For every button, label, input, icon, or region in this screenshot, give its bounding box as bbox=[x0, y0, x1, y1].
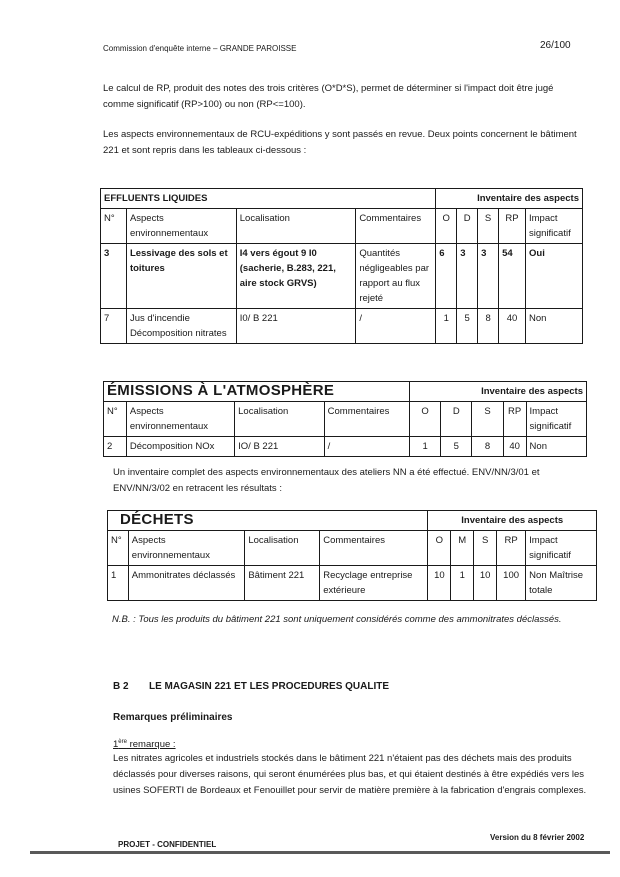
remark-sup: ère bbox=[118, 739, 127, 745]
emissions-table bbox=[103, 381, 587, 457]
table-row bbox=[101, 244, 583, 309]
cell-rp: 40 bbox=[503, 437, 526, 457]
col-header-s: S bbox=[472, 402, 503, 437]
cell-commentaires: Quantités négligeables par rapport au flux rejeté bbox=[356, 244, 436, 309]
col-header-rp: RP bbox=[499, 209, 526, 244]
cell-localisation: Bâtiment 221 bbox=[245, 566, 320, 601]
inventory-paragraph: Un inventaire complet des aspects environnementaux des ateliers NN a été effectué. ENV/NN/3/01 et ENV/NN/3/02 en retracent les résultats : bbox=[113, 467, 540, 494]
col-header-aspects: Aspects environnementaux bbox=[126, 209, 236, 244]
section-title: LE MAGASIN 221 ET LES PROCEDURES QUALITE bbox=[149, 681, 390, 692]
cell-commentaires: / bbox=[324, 437, 409, 457]
col-header-d: D bbox=[441, 402, 472, 437]
table-row bbox=[101, 309, 583, 344]
col-header-impact: Impact significatif bbox=[526, 209, 583, 244]
remark-label-text: remarque : bbox=[126, 739, 176, 751]
cell-o: 10 bbox=[428, 566, 451, 601]
cell-aspect: Lessivage des sols et toitures bbox=[126, 244, 236, 309]
cell-localisation: I4 vers égout 9 I0 (sacherie, B.283, 221, aire stock GRVS) bbox=[236, 244, 356, 309]
cell-s: 8 bbox=[478, 309, 499, 344]
col-header-aspects: Aspects environnementaux bbox=[126, 402, 234, 437]
cell-commentaires: / bbox=[356, 309, 436, 344]
intro-paragraph-rp: Le calcul de RP, produit des notes des trois critères (O*D*S), permet de déterminer si l'impact doit être jugé comme significatif (RP>100) ou non (RP<=100). bbox=[103, 83, 554, 110]
footer-version: Version du 8 février 2002 bbox=[490, 833, 585, 842]
cell-localisation: IO/ B 221 bbox=[235, 437, 325, 457]
cell-d: 5 bbox=[457, 309, 478, 344]
header-commission: Commission d'enquête interne – GRANDE PAROISSE bbox=[103, 44, 297, 53]
emissions-title: ÉMISSIONS À L'ATMOSPHÈRE bbox=[104, 382, 410, 402]
cell-impact: Oui bbox=[526, 244, 583, 309]
col-header-rp: RP bbox=[497, 531, 526, 566]
nb-note: N.B. : Tous les produits du bâtiment 221 sont uniquement considérés comme des ammonitrates déclassés. bbox=[112, 614, 562, 625]
cell-n: 2 bbox=[104, 437, 127, 457]
cell-s: 8 bbox=[472, 437, 503, 457]
cell-d: 5 bbox=[441, 437, 472, 457]
table-row bbox=[104, 437, 587, 457]
cell-aspect: Ammonitrates déclassés bbox=[128, 566, 245, 601]
intro-paragraph-aspects: Les aspects environnementaux de RCU-expéditions y sont passés en revue. Deux points concernent le bâtiment 221 et sont repris dans les tableaux ci-dessous : bbox=[103, 129, 577, 156]
cell-o: 6 bbox=[436, 244, 457, 309]
col-header-o: O bbox=[410, 402, 441, 437]
col-header-n: N° bbox=[104, 402, 127, 437]
cell-commentaires: Recyclage entreprise extérieure bbox=[320, 566, 428, 601]
col-header-commentaires: Commentaires bbox=[356, 209, 436, 244]
cell-o: 1 bbox=[436, 309, 457, 344]
col-header-s: S bbox=[478, 209, 499, 244]
col-header-d: D bbox=[457, 209, 478, 244]
cell-d: 3 bbox=[457, 244, 478, 309]
remark-label bbox=[113, 739, 176, 750]
col-header-impact: Impact significatif bbox=[526, 531, 597, 566]
col-header-commentaires: Commentaires bbox=[324, 402, 409, 437]
emissions-inventory-heading: Inventaire des aspects bbox=[410, 382, 587, 402]
cell-n: 3 bbox=[101, 244, 127, 309]
cell-localisation: I0/ B 221 bbox=[236, 309, 356, 344]
remark-paragraph: Les nitrates agricoles et industriels stockés dans le bâtiment 221 n'étaient pas des déchets mais des produits déclassés pour diverses raisons, qui seront énumérées plus bas, et qui étaient destinés à être expédiés vers les usines SOFERTI de Bordeaux et Fenouillet pour servir de matière première à la fabrication d'engrais complexes. bbox=[113, 753, 587, 796]
cell-s: 3 bbox=[478, 244, 499, 309]
col-header-localisation: Localisation bbox=[236, 209, 356, 244]
cell-n: 1 bbox=[108, 566, 129, 601]
effluents-title: EFFLUENTS LIQUIDES bbox=[101, 189, 436, 209]
page-number: 26/100 bbox=[540, 40, 571, 51]
cell-rp: 54 bbox=[499, 244, 526, 309]
cell-aspect: Jus d'incendie Décomposition nitrates bbox=[126, 309, 236, 344]
footer-confidential: PROJET - CONFIDENTIEL bbox=[118, 840, 217, 849]
dechets-title: DÉCHETS bbox=[108, 511, 428, 531]
effluents-table bbox=[100, 188, 583, 344]
dechets-inventory-heading: Inventaire des aspects bbox=[428, 511, 597, 531]
col-header-localisation: Localisation bbox=[235, 402, 325, 437]
section-number: B 2 bbox=[113, 681, 129, 692]
col-header-o: O bbox=[436, 209, 457, 244]
col-header-s: S bbox=[474, 531, 497, 566]
effluents-inventory-heading: Inventaire des aspects bbox=[436, 189, 583, 209]
col-header-m: M bbox=[451, 531, 474, 566]
col-header-aspects: Aspects environnementaux bbox=[128, 531, 245, 566]
remarks-title: Remarques préliminaires bbox=[113, 712, 233, 723]
cell-m: 1 bbox=[451, 566, 474, 601]
col-header-commentaires: Commentaires bbox=[320, 531, 428, 566]
cell-rp: 40 bbox=[499, 309, 526, 344]
dechets-table bbox=[107, 510, 597, 601]
cell-o: 1 bbox=[410, 437, 441, 457]
col-header-localisation: Localisation bbox=[245, 531, 320, 566]
table-row bbox=[108, 566, 597, 601]
cell-n: 7 bbox=[101, 309, 127, 344]
remark-number: 1 bbox=[113, 739, 119, 751]
col-header-n: N° bbox=[108, 531, 129, 566]
col-header-o: O bbox=[428, 531, 451, 566]
section-heading bbox=[113, 681, 389, 692]
col-header-impact: Impact significatif bbox=[526, 402, 586, 437]
cell-aspect: Décomposition NOx bbox=[126, 437, 234, 457]
cell-impact: Non bbox=[526, 309, 583, 344]
cell-s: 10 bbox=[474, 566, 497, 601]
cell-rp: 100 bbox=[497, 566, 526, 601]
col-header-n: N° bbox=[101, 209, 127, 244]
cell-impact: Non bbox=[526, 437, 586, 457]
col-header-rp: RP bbox=[503, 402, 526, 437]
footer-rule bbox=[30, 851, 610, 854]
cell-impact: Non Maîtrise totale bbox=[526, 566, 597, 601]
